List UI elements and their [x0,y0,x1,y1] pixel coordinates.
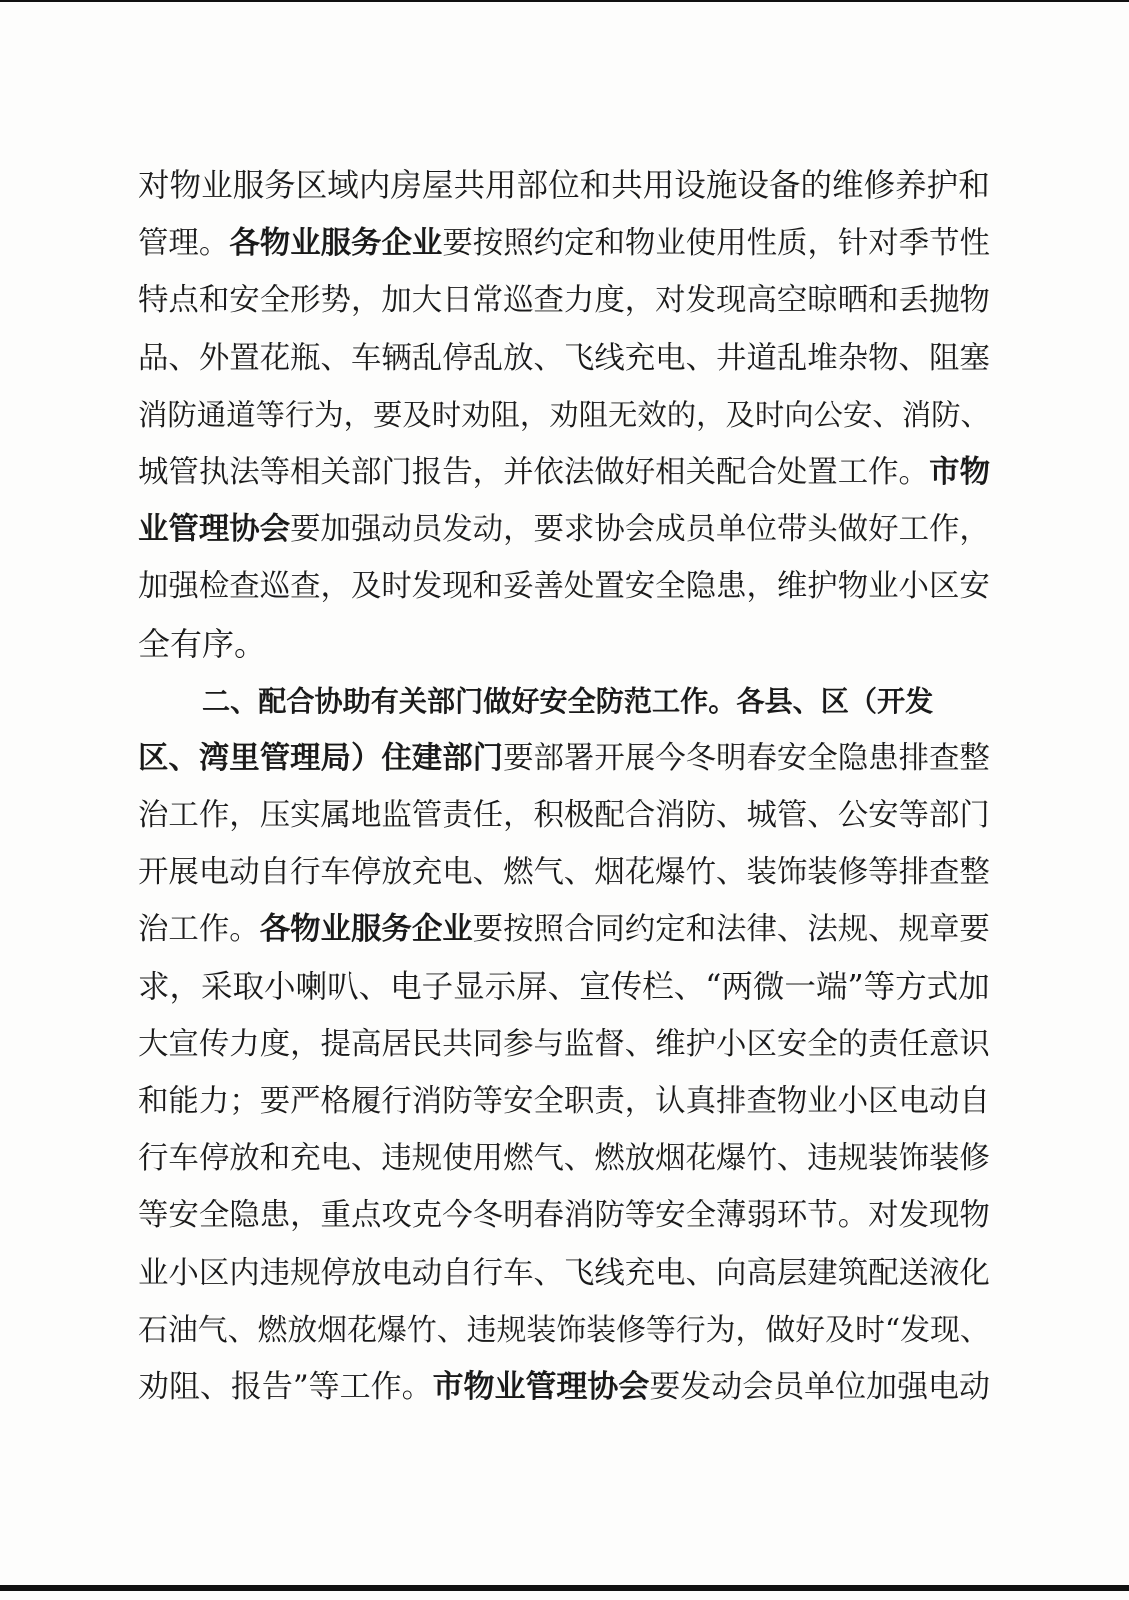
scan-edge-bottom [0,1585,1129,1591]
text-line: 大宣传力度，提高居民共同参与监督、维护小区安全的责任意识 [138,1026,990,1062]
text-line: 消防通道等行为，要及时劝阻，劝阻无效的，及时向公安、消防、 [138,397,990,432]
text-line: 特点和安全形势，加大日常巡查力度，对发现高空晾晒和丢抛物 [138,283,990,319]
text-line: 治工作，压实属地监管责任，积极配合消防、城管、公安等部门 [138,798,990,834]
text-line: 等安全隐患，重点攻克今冬明春消防等安全薄弱环节。对发现物 [138,1198,990,1234]
text-line: 行车停放和充电、违规使用燃气、燃放烟花爆竹、违规装饰装修 [138,1141,990,1177]
section-heading: 二、配合协助有关部门做好安全防范工作。各县、区（开发 [202,684,934,718]
text-line: 区、湾里管理局）住建部门要部署开展今冬明春安全隐患排查整 [138,730,990,787]
scan-edge-top [0,0,1129,2]
text-line: 对物业服务区域内房屋共用部位和共用设施设备的维修养护和 [138,168,990,204]
text-line: 城管执法等相关部门报告，并依法做好相关配合处置工作。 市物 [138,444,990,501]
text-line: 劝阻、报告”等工作。市物业管理协会要发动会员单位加强电动 [138,1359,990,1416]
section-heading-line [138,673,990,730]
document-body [138,158,990,1416]
emphasis-text: 市物 [929,454,990,490]
emphasis-text: 各物业服务企业 [229,226,443,262]
text-line: 和能力；要严格履行消防等安全职责，认真排查物业小区电动自 [138,1084,990,1119]
text-line: 管理。 各物业服务企业 要按照约定和物业使用性质，针对季节性 [138,215,990,272]
text-line: 业小区内违规停放电动自行车、飞线充电、向高层建筑配送液化 [138,1255,990,1291]
text-line: 业管理协会要加强动员发动，要求协会成员单位带头做好工作， [138,501,990,558]
emphasis-text: 各物业服务企业 [259,912,473,948]
emphasis-text: 业管理协会 [138,512,291,548]
text-line: 治工作。各物业服务企业要按照合同约定和法律、法规、规章要 [138,901,990,958]
text-line: 求，采取小喇叭、电子显示屏、宣传栏、“两微一端”等方式加 [138,968,990,1005]
text-line: 开展电动自行车停放充电、燃气、烟花爆竹、装饰装修等排查整 [138,855,990,891]
text-line: 石油气、燃放烟花爆竹、违规装饰装修等行为，做好及时“发现、 [138,1312,990,1348]
emphasis-text: 区、湾里管理局）住建部门 [138,740,504,776]
emphasis-text: 市物业管理协会 [432,1368,650,1405]
text-line: 加强检查巡查，及时发现和妥善处置安全隐患，维护物业小区安 [138,569,990,605]
text-line: 品、外置花瓶、车辆乱停乱放、飞线充电、井道乱堆杂物、阻塞 [138,340,990,376]
text-line: 全有序。 [138,624,267,663]
